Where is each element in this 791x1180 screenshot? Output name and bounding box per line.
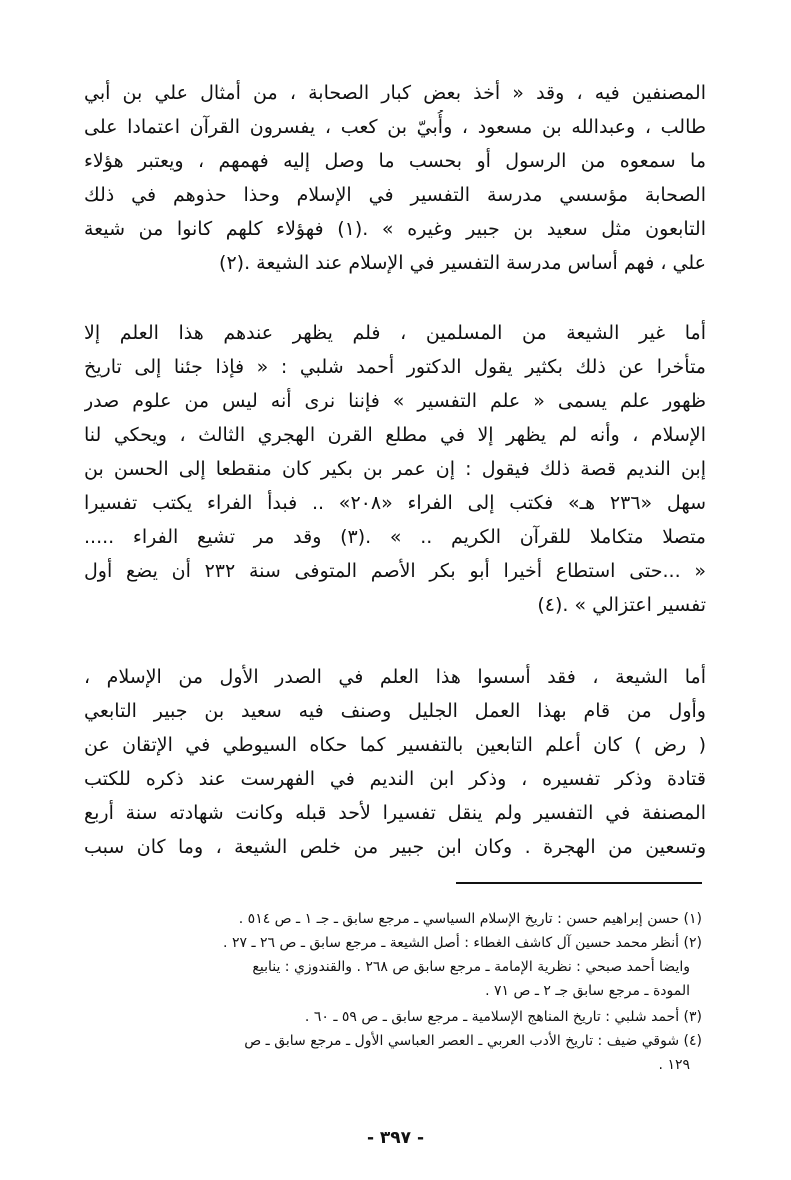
paragraph-2-line: ظهور علم يسمى « علم التفسير » فإننا نرى أنه ليس من علوم صدر [84,390,706,412]
footnote-2-continued: وايضا أحمد صبحي : نظرية الإمامة ـ مرجع سابق ص ٢٦٨ . والقندوزي : ينابيع [252,959,690,975]
paragraph-2-line: أما غير الشيعة من المسلمين ، فلم يظهر عندهم هذا العلم إلا [84,322,706,344]
paragraph-2-line: الإسلام ، وأنه لم يظهر إلا في مطلع القرن الهجري الثالث ، ويحكي لنا [84,424,706,446]
page-number: - ٣٩٧ - [366,1128,425,1148]
paragraph-3-line: ( رض ) كان أعلم التابعين بالتفسير كما حكاه السيوطي في الإتقان عن [84,734,706,756]
footnote-2-continued: المودة ـ مرجع سابق جـ ٢ ـ ص ٧١ . [485,983,690,999]
paragraph-3-line: قتادة وذكر تفسيره ، وذكر ابن النديم في الفهرست عند ذكره للكتب [84,768,706,790]
paragraph-1-line: علي ، فهم أساس مدرسة التفسير في الإسلام عند الشيعة .(٢) [219,252,706,274]
paragraph-3-line: وأول من قام بهذا العمل الجليل وصنف فيه سعيد بن جبير التابعي [84,700,706,722]
paragraph-2-line: سهل «٢٣٦ هـ» فكتب إلى الفراء «٢٠٨» .. فبدأ الفراء يكتب تفسيرا [84,492,706,514]
footnote-1: (١) حسن إبراهيم حسن : تاريخ الإسلام السياسي ـ مرجع سابق ـ جـ ١ ـ ص ٥١٤ . [238,911,702,927]
paragraph-2-line: متصلا متكاملا للقرآن الكريم .. » .(٣) وقد مر تشيع الفراء ..... [84,526,706,548]
footnote-4: (٤) شوقي ضيف : تاريخ الأدب العربي ـ العصر العباسي الأول ـ مرجع سابق ـ ص [244,1033,702,1049]
paragraph-3-line: وتسعين من الهجرة . وكان ابن جبير من خلص الشيعة ، وما كان سبب [84,836,706,858]
footnote-3: (٣) أحمد شلبي : تاريخ المناهج الإسلامية ـ مرجع سابق ـ ص ٥٩ ـ ٦٠ . [304,1009,702,1025]
paragraph-2-line: تفسير اعتزالي » .(٤) [537,594,706,616]
footnote-4-continued: ١٢٩ . [658,1057,690,1073]
paragraph-1-line: طالب ، وعبدالله بن مسعود ، وأُبيّ بن كعب ، يفسرون القرآن اعتمادا على [84,116,706,138]
paragraph-2-line: « ...حتى استطاع أخيرا أبو بكر الأصم المتوفى سنة ٢٣٢ أن يضع أول [84,560,706,582]
footnote-2: (٢) أنظر محمد حسين آل كاشف الغطاء : أصل الشيعة ـ مرجع سابق ـ ص ٢٦ ـ ٢٧ . [223,935,702,951]
paragraph-3-line: المصنفة في التفسير ولم ينقل تفسيرا لأحد قبله وكانت شهادته سنة أربع [84,802,706,824]
paragraph-2-line: متأخرا عن ذلك بكثير يقول الدكتور أحمد شلبي : « فإذا جئنا إلى تاريخ [84,356,706,378]
paragraph-1-line: ما سمعوه من الرسول أو بحسب ما وصل إليه فهمهم ، ويعتبر هؤلاء [84,150,706,172]
paragraph-3-line: أما الشيعة ، فقد أسسوا هذا العلم في الصدر الأول من الإسلام ، [84,666,706,688]
paragraph-1-line: التابعون مثل سعيد بن جبير وغيره » .(١) فهؤلاء كلهم كانوا من شيعة [84,218,706,240]
paragraph-1-line: الصحابة مؤسسي مدرسة التفسير في الإسلام وحذا حذوهم في ذلك [84,184,706,206]
paragraph-2-line: إبن النديم قصة ذلك فيقول : إن عمر بن بكير كان منقطعا إلى الحسن بن [84,458,706,480]
footnote-separator [456,882,702,884]
paragraph-1-line: المصنفين فيه ، وقد « أخذ بعض كبار الصحابة ، من أمثال علي بن أبي [84,82,706,104]
